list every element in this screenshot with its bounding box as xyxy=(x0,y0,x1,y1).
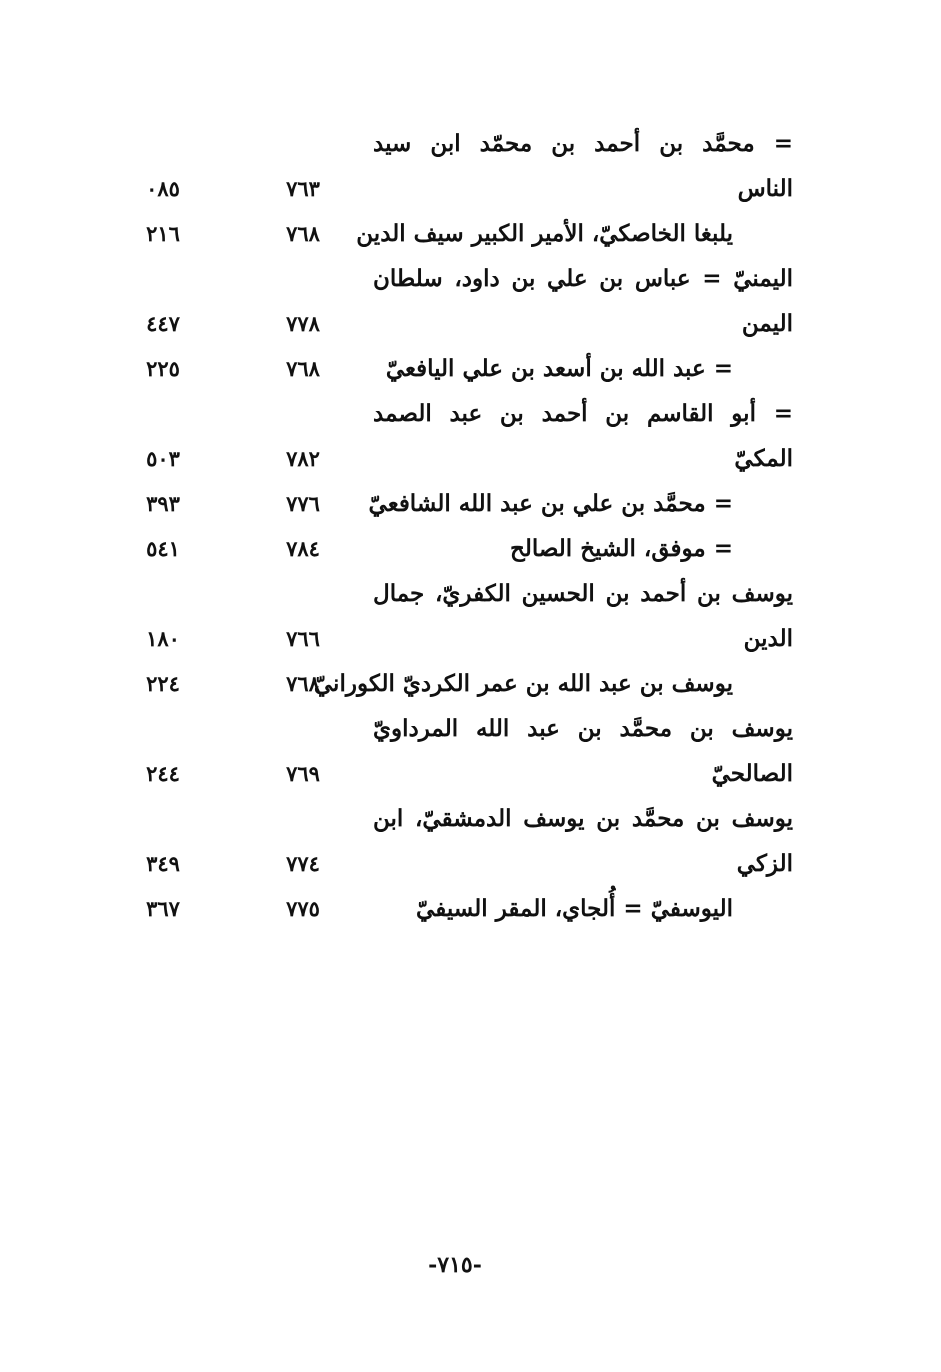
entry-reference xyxy=(128,706,198,751)
entry-reference: ٣٩٣ xyxy=(146,491,180,516)
page-number: -٧١٥- xyxy=(428,1252,482,1278)
entry-reference: ٣٦٧ xyxy=(146,896,180,921)
death-year xyxy=(268,706,338,751)
entry-name: = أبو القاسم بن أحمد بن عبد الصمد xyxy=(373,400,793,427)
entry-name: = محمَّد بن أحمد بن محمّد ابن سيد xyxy=(373,130,793,157)
death-year xyxy=(268,796,338,841)
entry-reference: ٠٨٥ xyxy=(146,176,180,201)
index-row xyxy=(0,346,941,391)
entry-reference: ٢٢٤ xyxy=(146,671,180,696)
entry-name: يلبغا الخاصكيّ، الأمير الكبير سيف الدين xyxy=(356,220,733,247)
index-row xyxy=(0,526,941,571)
death-year: ٧٧٤ xyxy=(286,851,320,876)
index-row xyxy=(0,796,941,841)
death-year: ٧٦٨ xyxy=(286,356,320,381)
death-year: ٧٦٨ xyxy=(286,221,320,246)
entry-reference: ٥٤١ xyxy=(146,536,180,561)
index-row xyxy=(0,211,941,256)
index-row xyxy=(0,571,941,616)
entry-reference: ٥٠٣ xyxy=(146,446,180,471)
entry-reference xyxy=(128,121,198,166)
entry-name: اليمن xyxy=(741,310,793,337)
entry-reference: ٢١٦ xyxy=(146,221,180,246)
death-year: ٧٨٤ xyxy=(286,536,320,561)
entry-name: = عبد الله بن أسعد بن علي اليافعيّ xyxy=(385,355,733,382)
index-entries xyxy=(0,121,941,931)
entry-reference: ٢٢٥ xyxy=(146,356,180,381)
entry-name: = محمَّد بن علي بن عبد الله الشافعيّ xyxy=(368,490,733,517)
death-year xyxy=(268,256,338,301)
entry-reference xyxy=(128,571,198,616)
death-year xyxy=(268,121,338,166)
index-row xyxy=(0,391,941,436)
entry-reference: ٢٤٤ xyxy=(146,761,180,786)
death-year: ٧٦٦ xyxy=(286,626,320,651)
death-year: ٧٨٢ xyxy=(286,446,320,471)
index-row xyxy=(0,166,941,211)
entry-name: الصالحيّ xyxy=(711,760,793,787)
death-year xyxy=(268,391,338,436)
entry-name: يوسف بن عبد الله بن عمر الكرديّ الكورانيّ xyxy=(313,670,733,697)
entry-reference: ٣٤٩ xyxy=(146,851,180,876)
entry-reference xyxy=(128,796,198,841)
entry-name: يوسف بن محمَّد بن عبد الله المرداويّ xyxy=(373,715,793,742)
index-row xyxy=(0,121,941,166)
entry-name: يوسف بن محمَّد بن يوسف الدمشقيّ، ابن xyxy=(373,805,793,832)
index-row xyxy=(0,886,941,931)
entry-name: المكيّ xyxy=(734,445,793,472)
index-row xyxy=(0,301,941,346)
entry-reference xyxy=(128,256,198,301)
entry-name: اليوسفيّ = أُلجاي، المقر السيفيّ xyxy=(416,895,733,922)
index-row xyxy=(0,661,941,706)
death-year: ٧٧٥ xyxy=(286,896,320,921)
death-year: ٧٦٣ xyxy=(286,176,320,201)
death-year xyxy=(268,571,338,616)
index-row xyxy=(0,436,941,481)
entry-reference: ٤٤٧ xyxy=(146,311,180,336)
entry-reference xyxy=(128,391,198,436)
index-row xyxy=(0,841,941,886)
death-year: ٧٦٩ xyxy=(286,761,320,786)
index-row xyxy=(0,481,941,526)
entry-name: يوسف بن أحمد بن الحسين الكفريّ، جمال xyxy=(373,580,793,607)
death-year: ٧٧٦ xyxy=(286,491,320,516)
entry-name: الناس xyxy=(737,175,793,202)
death-year: ٧٦٨ xyxy=(286,671,320,696)
death-year: ٧٧٨ xyxy=(286,311,320,336)
index-row xyxy=(0,706,941,751)
index-row xyxy=(0,256,941,301)
entry-name: اليمنيّ = عباس بن علي بن داود، سلطان xyxy=(373,265,793,292)
index-row xyxy=(0,616,941,661)
entry-name: الدين xyxy=(743,625,793,652)
entry-name: الزكي xyxy=(736,850,793,877)
entry-reference: ١٨٠ xyxy=(146,626,180,651)
index-row xyxy=(0,751,941,796)
entry-name: = موفق، الشيخ الصالح xyxy=(509,535,733,562)
